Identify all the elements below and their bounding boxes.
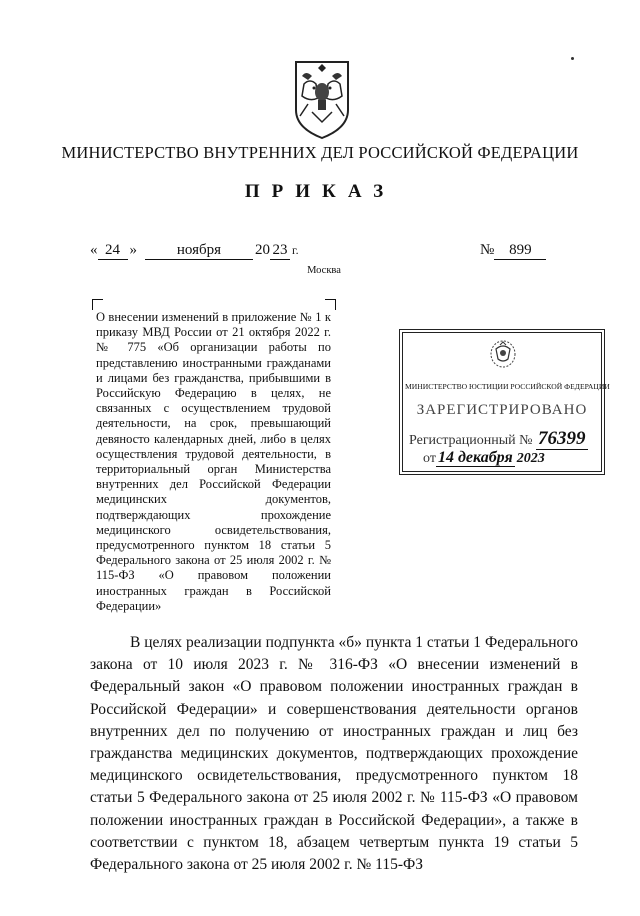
document-type-title: ПРИКАЗ (244, 181, 396, 202)
stamp-reg-number: 76399 (538, 428, 586, 449)
stamp-date-year: 2023 (516, 451, 545, 466)
subject-corner-left (92, 299, 103, 310)
stamp-ministry-text: МИНИСТЕРСТВО ЮСТИЦИИ РОССИЙСКОЙ ФЕДЕРАЦИИ (405, 382, 610, 391)
date-year-unit: г. (292, 243, 299, 257)
registration-stamp (402, 332, 610, 472)
stamp-emblem-icon (489, 339, 517, 369)
date-month: ноября (145, 242, 253, 260)
number-sign: № (480, 242, 495, 258)
coat-of-arms-emblem (290, 58, 354, 140)
date-open-quote: « (90, 242, 98, 258)
ministry-heading: МИНИСТЕРСТВО ВНУТРЕННИХ ДЕЛ РОССИЙСКОЙ ФЕДЕРАЦИИ (61, 143, 579, 162)
stamp-date-prefix: от (423, 451, 436, 466)
stamp-registration-date (423, 449, 547, 467)
scan-speck (571, 57, 574, 60)
date-year-suffix: 23 (270, 242, 290, 260)
order-preamble-paragraph: В целях реализации подпункта «б» пункта 1 статьи 1 Федерального закона от 10 июля 2023 г. № 316-ФЗ «О внесении изменений в Федеральный закон «О правовом положении иностранных граждан в Российской Федерации» и совершенствования деятельности органов внутренних дел по получению от иностранных граждан и лиц без гражданства медицинских документов, подтверждающих прохождение медицинского освидетельствования, предусмотренного пунктом 18 статьи 5 Федерального закона от 25 июля 2002 г. № 115-ФЗ «О правовом положении иностранных граждан в Российской Федерации», а также в соответствии с пунктом 18, абзацем четвертым пункта 19 статьи 5 Федерального закона от 25 июля 2002 г. № 115-ФЗ (90, 634, 578, 874)
order-date (90, 242, 299, 260)
stamp-reg-label: Регистрационный № (409, 433, 533, 448)
date-day: 24 (98, 242, 128, 260)
stamp-date-handwritten: 14 декабря (437, 449, 513, 466)
date-close-quote: » (129, 242, 137, 258)
city-label: Москва (307, 265, 341, 276)
order-number (480, 242, 546, 260)
subject-corner-right (325, 299, 336, 310)
order-subject: О внесении изменений в приложение № 1 к приказу МВД России от 21 октября 2022 г. № 775 «Об организации работы по представлению иностранными гражданами и лицами без гражданства, прибывшими в Российскую Федерацию в целях, не связанных с осуществлением трудовой деятельности, на срок, превышающий девяносто календарных дней, либо в целях осуществления трудовой деятельности, в территориальный орган Министерства внутренних дел Российской Федерации медицинских документов, подтверждающих прохождение медицинского освидетельствования, предусмотренного пунктом 18 статьи 5 Федерального закона от 25 июля 2002 г. № 115-ФЗ «О правовом положении иностранных граждан в Российской Федерации» (96, 310, 331, 613)
date-year-prefix: 20 (255, 242, 270, 258)
stamp-registered-text: ЗАРЕГИСТРИРОВАНО (416, 402, 588, 418)
stamp-registration-number (409, 428, 588, 450)
number-value: 899 (494, 242, 546, 260)
